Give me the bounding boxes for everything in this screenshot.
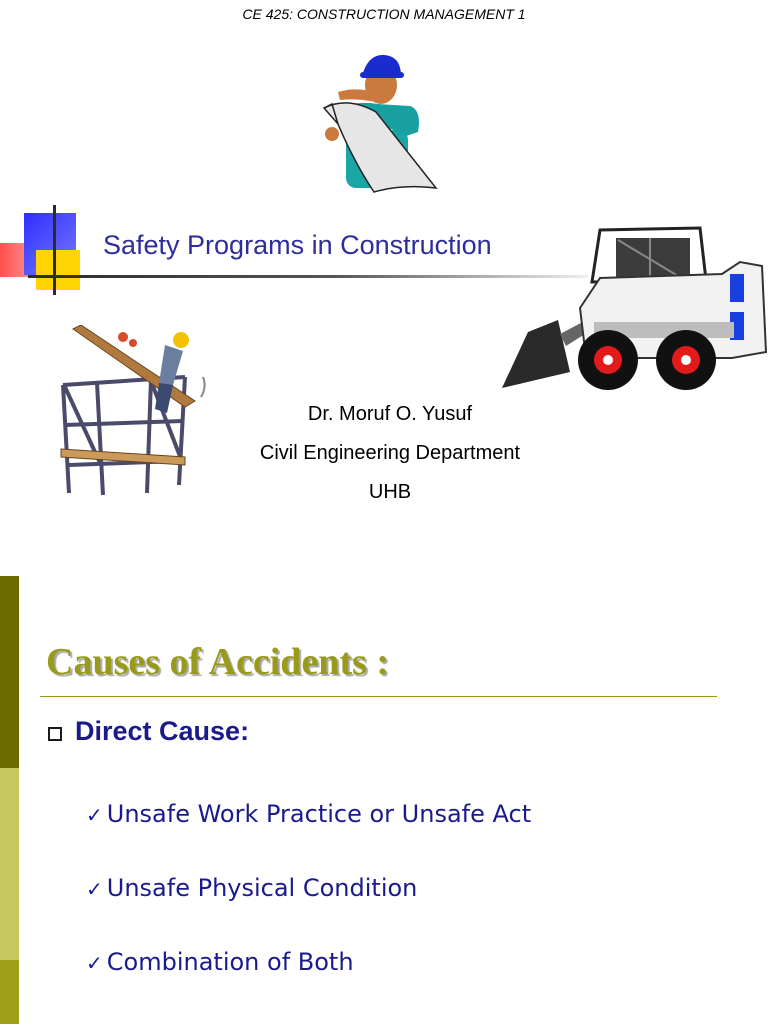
slide2-title: Causes of Accidents : — [46, 641, 390, 683]
list-item-text: Combination of Both — [106, 948, 354, 976]
author-institution: UHB — [368, 481, 412, 503]
course-header: CE 425: CONSTRUCTION MANAGEMENT 1 — [242, 6, 526, 22]
author-name: Dr. Moruf O. Yusuf — [307, 403, 473, 425]
skid-steer-loader-icon — [500, 222, 768, 394]
checkmark-icon: ✓ — [86, 951, 103, 975]
slide2-title-rule — [40, 696, 717, 697]
list-item — [86, 874, 417, 902]
list-item — [86, 800, 531, 828]
sidebar-band-mid — [0, 960, 19, 1024]
square-bullet-icon — [48, 727, 62, 741]
direct-cause-heading: Direct Cause: — [75, 716, 250, 746]
title-decoration-vertical-line — [53, 205, 56, 295]
list-item-text: Unsafe Work Practice or Unsafe Act — [106, 800, 532, 828]
checkmark-icon: ✓ — [86, 877, 103, 901]
construction-worker-icon — [318, 52, 438, 194]
checkmark-icon: ✓ — [86, 803, 103, 827]
slide-title: Safety Programs in Construction — [103, 230, 492, 260]
list-item — [86, 948, 354, 976]
author-department: Civil Engineering Department — [259, 442, 521, 464]
sidebar-band-light — [0, 768, 19, 960]
sidebar-band-dark — [0, 576, 19, 768]
title-decoration-yellow — [36, 250, 80, 290]
list-item-text: Unsafe Physical Condition — [106, 874, 418, 902]
